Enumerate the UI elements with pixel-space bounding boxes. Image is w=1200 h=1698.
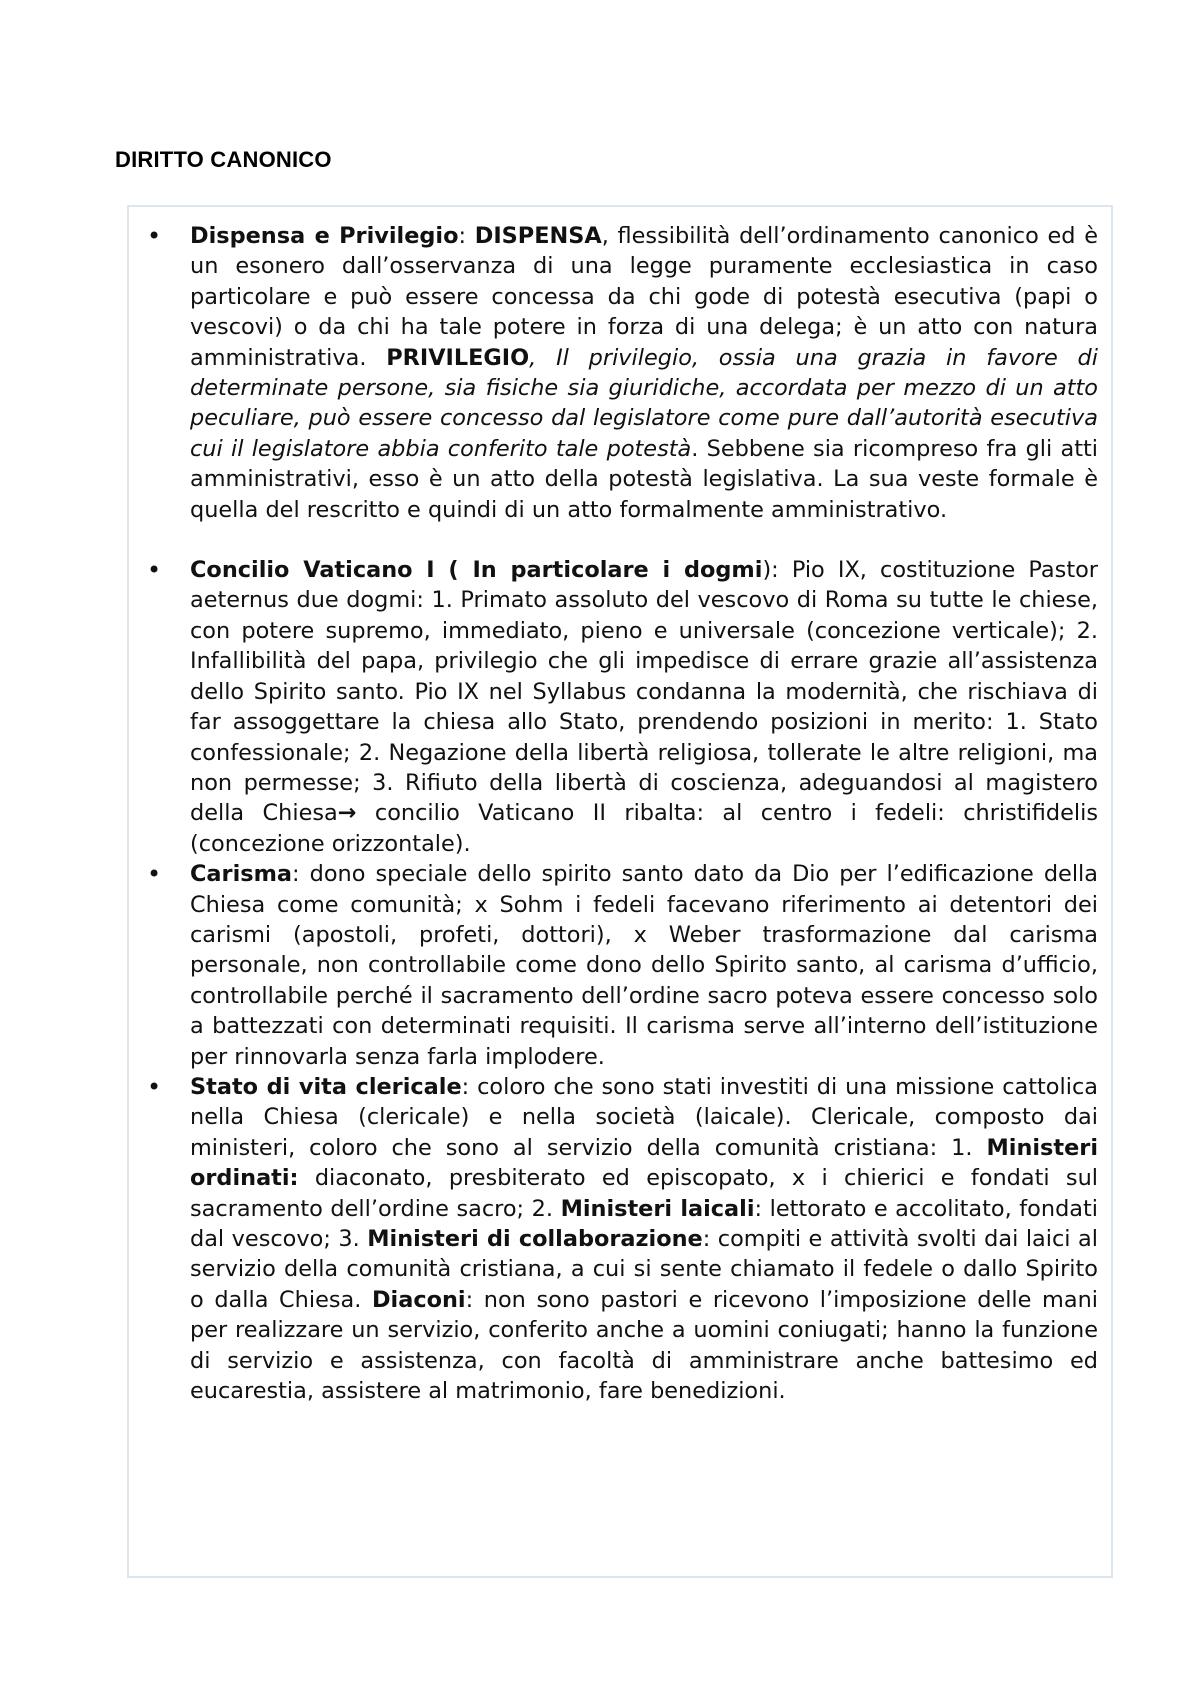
text-segment: : compiti e attività svolti dai laici al servizio della comunità cristiana, a cui si sente chiamato il fedele o dallo Spirito o dalla Chiesa. [190,1226,1098,1313]
text-segment: : coloro che sono stati investiti di una missione cattolica nella Chiesa (clericale) e nella società (laicale). Clericale, composto dai ministeri, coloro che sono al servizio della comunità cristiana: 1. [190,1073,1098,1161]
term-ministeri-collaborazione: Ministeri di collaborazione [367,1226,703,1252]
arrow-icon: → [337,800,357,827]
term-diaconi: Diaconi [371,1286,466,1313]
term-ministeri-ordinati: Ministeri ordinati: [190,1134,1098,1192]
term-concilio-vaticano: Concilio Vaticano I ( In particolare i dogmi [190,557,763,584]
text-segment: : lettorato e accolitato, fondati dal vescovo; 3. [190,1195,1098,1252]
text-segment: concilio Vaticano II ribalta: al centro i fedeli: christifidelis (concezione orizzontale). [190,800,1098,857]
text-segment: : dono speciale dello spirito santo dato da Dio per l’edificazione della Chiesa come comunità; x Sohm i fedeli facevano riferimento ai detentori dei carismi (apostoli, profeti, dottori), x Weber trasformazione dal carisma personale, non controllabile come dono dello Spirito santo, al carisma d’ufficio, controllabile perché il sacramento dell’ordine sacro poteva essere concesso solo a battezzati con determinati requisiti. Il carisma serve all’interno dell’istituzione per rinnovarla senza farla implodere. [190,861,1098,1070]
text-segment: : non sono pastori e ricevono l’imposizione delle mani per realizzare un servizio, conferito anche a uomini coniugati; hanno la funzione di servizio e assistenza, con facoltà di amministrare anche battesimo ed eucarestia, assistere al matrimonio, fare benedizioni. [190,1286,1098,1405]
bullet-list [129,221,1098,1406]
italic-definition: , Il privilegio, ossia una grazia in favore di determinate persone, sia fisiche sia giuridiche, accordata per mezzo di un atto peculiare, può essere concesso dal legislatore come pure dall’autorità esecutiva cui il legislatore abbia conferito tale potestà [190,344,1098,462]
term-dispensa: DISPENSA [474,223,602,249]
term-dispensa-privilegio: Dispensa e Privilegio [190,223,459,249]
term-stato-vita-clericale: Stato di vita clericale [190,1073,462,1100]
list-item-carisma [129,859,1098,1072]
term-ministeri-laicali: Ministeri laicali [560,1195,755,1222]
page-title: DIRITTO CANONICO [115,147,332,172]
term-privilegio: PRIVILEGIO [386,344,530,371]
text-segment: , flessibilità dell’ordinamento canonico ed è un esonero dall’osservanza di una legge puramente ecclesiastica in caso particolare e può essere concessa da chi gode di potestà esecutiva (papi o vescovi) o da chi ha tale potere in forza di una delega; è un atto con natura amministrativa. [190,223,1098,371]
term-carisma: Carisma [190,861,293,888]
text-segment: : [458,223,475,249]
content-box [127,205,1113,1578]
text-segment: . Sebbene sia ricompreso fra gli atti amministrativi, esso è un atto della potestà legislativa. La sua veste formale è quella del rescritto e quindi di un atto formalmente amministrativo. [190,435,1098,523]
list-item-concilio-vaticano [129,555,1098,859]
text-segment: ): Pio IX, costituzione Pastor aeternus due dogmi: 1. Primato assoluto del vescovo di Roma su tutte le chiese, con potere supremo, immediato, pieno e universale (concezione verticale); 2. Infallibilità del papa, privilegio che gli impedisce di errare grazie all’assistenza dello Spirito santo. Pio IX nel Syllabus condanna la modernità, che rischiava di far assoggettare la chiesa allo Stato, prendendo posizioni in merito: 1. Stato confessionale; 2. Negazione della libertà religiosa, tollerate le altre religioni, ma non permesse; 3. Rifiuto della libertà di coscienza, adeguandosi al magistero della Chiesa [190,557,1098,827]
list-item-dispensa-privilegio [129,221,1098,525]
text-segment: diaconato, presbiterato ed episcopato, x i chierici e fondati sul sacramento dell’ordine sacro; 2. [190,1165,1098,1222]
list-item-stato-vita-clericale [129,1072,1098,1406]
